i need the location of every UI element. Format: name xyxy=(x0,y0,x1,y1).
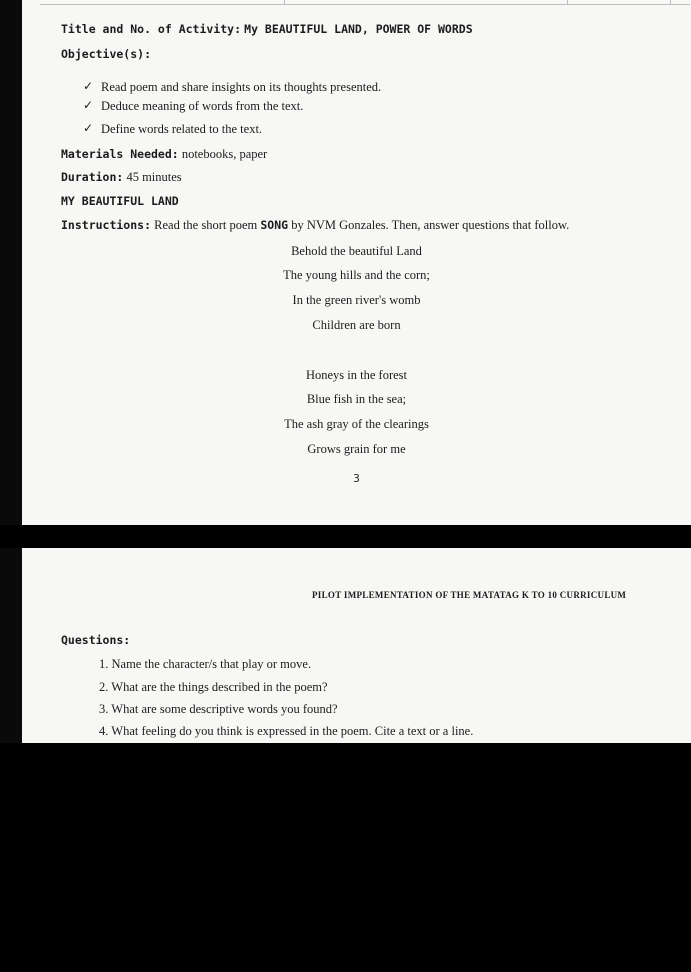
instructions-line xyxy=(61,218,569,233)
duration-value: 45 minutes xyxy=(126,170,182,184)
objective-item: Deduce meaning of words from the text. xyxy=(101,99,304,113)
section-heading: MY BEAUTIFUL LAND xyxy=(61,194,179,208)
table-border xyxy=(670,0,671,5)
instructions-label: Instructions: xyxy=(61,218,152,232)
poem-line: Honeys in the forest xyxy=(305,368,408,382)
page-number: 3 xyxy=(353,473,360,485)
instructions-text: Read the short poem xyxy=(154,218,258,232)
page-edge xyxy=(0,0,22,525)
questions-label: Questions: xyxy=(61,633,131,647)
poem-line: The ash gray of the clearings xyxy=(284,417,429,431)
materials-value: notebooks, paper xyxy=(181,147,268,161)
question-item: 1. Name the character/s that play or move. xyxy=(99,657,312,671)
poem-line: In the green river's womb xyxy=(292,293,421,307)
poem-line: The young hills and the corn; xyxy=(283,268,430,282)
title-value: My BEAUTIFUL LAND, POWER OF WORDS xyxy=(244,22,473,36)
duration-label: Duration: xyxy=(61,170,124,184)
table-border xyxy=(40,4,690,5)
table-border xyxy=(567,0,568,5)
title-label: Title and No. of Activity: xyxy=(61,22,242,36)
table-border xyxy=(284,0,285,5)
curriculum-footer: PILOT IMPLEMENTATION OF THE MATATAG K TO 10 CURRICULUM xyxy=(312,590,627,600)
objective-item: Define words related to the text. xyxy=(101,122,263,136)
page-edge xyxy=(0,548,22,743)
materials-label: Materials Needed: xyxy=(61,147,179,161)
question-item: 2. What are the things described in the poem? xyxy=(99,680,328,694)
poem-line: Grows grain for me xyxy=(307,442,406,456)
document-page-1 xyxy=(22,0,691,525)
materials-line xyxy=(61,147,267,162)
instructions-poem-title: SONG xyxy=(260,218,289,232)
question-item: 3. What are some descriptive words you found? xyxy=(99,702,338,716)
question-item: 4. What feeling do you think is expressed in the poem. Cite a text or a line. xyxy=(99,724,474,738)
poem-line: Children are born xyxy=(312,318,401,332)
activity-title xyxy=(61,22,473,37)
objective-item: Read poem and share insights on its thoughts presented. xyxy=(101,80,382,94)
check-icon: ✓ xyxy=(83,98,94,112)
document-page-2 xyxy=(22,548,691,743)
poem-line: Blue fish in the sea; xyxy=(306,392,407,406)
duration-line xyxy=(61,170,182,185)
objectives-label: Objective(s): xyxy=(61,47,152,61)
check-icon: ✓ xyxy=(83,79,94,93)
check-icon: ✓ xyxy=(83,121,94,135)
poem-line: Behold the beautiful Land xyxy=(291,244,422,258)
instructions-text: by NVM Gonzales. Then, answer questions that follow. xyxy=(291,218,570,232)
